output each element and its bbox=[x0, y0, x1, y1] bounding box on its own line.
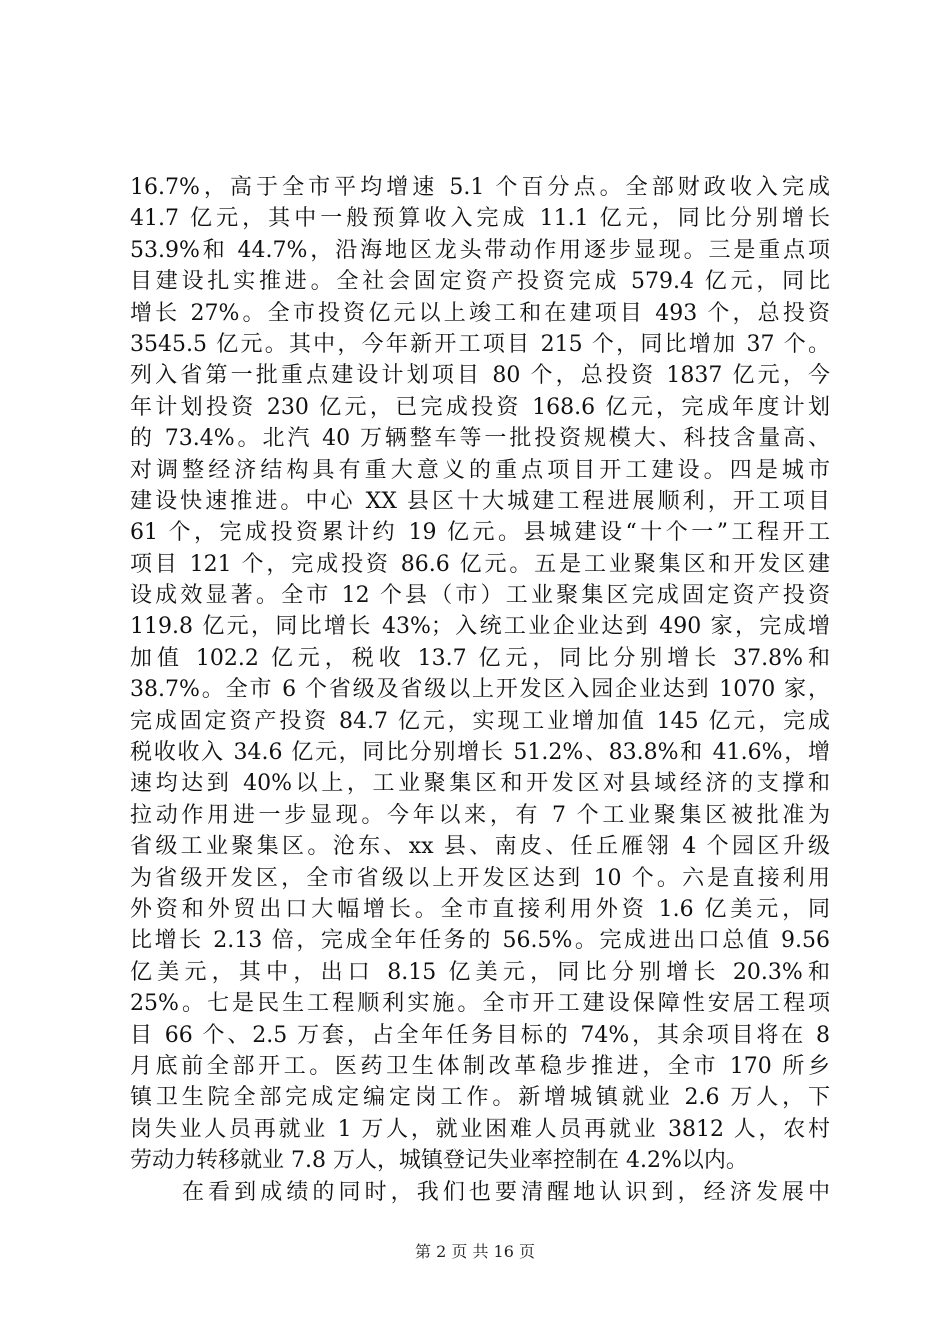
text-line: 25%。七是民生工程顺利实施。全市开工建设保障性安居工程项 bbox=[130, 991, 830, 1017]
text-line: 53.9%和 44.7%，沿海地区龙头带动作用逐步显现。三是重点项 bbox=[130, 237, 830, 263]
text-line: 税收收入 34.6 亿元，同比分别增长 51.2%、83.8%和 41.6%，增 bbox=[130, 740, 830, 766]
text-line: 建设快速推进。中心 XX 县区十大城建工程进展顺利，开工项目 bbox=[130, 488, 830, 514]
text-line: 完成固定资产投资 84.7 亿元，实现工业增加值 145 亿元，完成 bbox=[130, 708, 830, 734]
text-line: 速均达到 40%以上，工业聚集区和开发区对县域经济的支撑和 bbox=[130, 771, 830, 797]
text-line: 镇卫生院全部完成定编定岗工作。新增城镇就业 2.6 万人，下 bbox=[130, 1085, 830, 1111]
text-line: 增长 27%。全市投资亿元以上竣工和在建项目 493 个，总投资 bbox=[130, 300, 830, 326]
text-line: 为省级开发区，全市省级以上开发区达到 10 个。六是直接利用 bbox=[130, 865, 830, 891]
text-line: 41.7 亿元，其中一般预算收入完成 11.1 亿元，同比分别增长 bbox=[130, 206, 830, 232]
text-line: 劳动力转移就业 7.8 万人，城镇登记失业率控制在 4.2%以内。 bbox=[130, 1148, 748, 1174]
text-line: 对调整经济结构具有重大意义的重点项目开工建设。四是城市 bbox=[130, 457, 830, 483]
text-line: 设成效显著。全市 12 个县（市）工业聚集区完成固定资产投资 bbox=[130, 583, 830, 609]
text-line: 列入省第一批重点建设计划项目 80 个，总投资 1837 亿元，今 bbox=[130, 363, 830, 389]
text-line: 目建设扎实推进。全社会固定资产投资完成 579.4 亿元，同比 bbox=[130, 269, 830, 295]
text-line: 目 66 个、2.5 万套，占全年任务目标的 74%，其余项目将在 8 bbox=[130, 1022, 830, 1048]
text-line: 38.7%。全市 6 个省级及省级以上开发区入园企业达到 1070 家， bbox=[130, 677, 830, 703]
text-line: 亿美元，其中，出口 8.15 亿美元，同比分别增长 20.3%和 bbox=[130, 959, 830, 985]
text-line: 年计划投资 230 亿元，已完成投资 168.6 亿元，完成年度计划 bbox=[130, 394, 830, 420]
text-line: 比增长 2.13 倍，完成全年任务的 56.5%。完成进出口总值 9.56 bbox=[130, 928, 830, 954]
text-line: 外资和外贸出口大幅增长。全市直接利用外资 1.6 亿美元，同 bbox=[130, 896, 830, 922]
text-line: 3545.5 亿元。其中，今年新开工项目 215 个，同比增加 37 个。 bbox=[130, 331, 830, 357]
text-line: 拉动作用进一步显现。今年以来，有 7 个工业聚集区被批准为 bbox=[130, 802, 830, 828]
text-line: 61 个，完成投资累计约 19 亿元。县城建设“十个一”工程开工 bbox=[130, 520, 830, 546]
page-footer: 第 2 页 共 16 页 bbox=[415, 1242, 535, 1261]
text-line: 加值 102.2 亿元，税收 13.7 亿元，同比分别增长 37.8%和 bbox=[130, 645, 830, 671]
body-text bbox=[130, 172, 830, 1208]
text-line: 省级工业聚集区。沧东、xx 县、南皮、任丘雁翎 4 个园区升级 bbox=[130, 834, 830, 860]
text-line: 的 73.4%。北汽 40 万辆整车等一批投资规模大、科技含量高、 bbox=[130, 426, 830, 452]
paragraph-first-line: 在看到成绩的同时，我们也要清醒地认识到，经济发展中 bbox=[182, 1179, 830, 1205]
text-line: 项目 121 个，完成投资 86.6 亿元。五是工业聚集区和开发区建 bbox=[130, 551, 830, 577]
text-line: 119.8 亿元，同比增长 43%；入统工业企业达到 490 家，完成增 bbox=[130, 614, 830, 640]
text-line: 岗失业人员再就业 1 万人，就业困难人员再就业 3812 人，农村 bbox=[130, 1116, 830, 1142]
text-line: 16.7%，高于全市平均增速 5.1 个百分点。全部财政收入完成 bbox=[130, 175, 830, 200]
text-line: 月底前全部开工。医药卫生体制改革稳步推进，全市 170 所乡 bbox=[130, 1053, 830, 1079]
